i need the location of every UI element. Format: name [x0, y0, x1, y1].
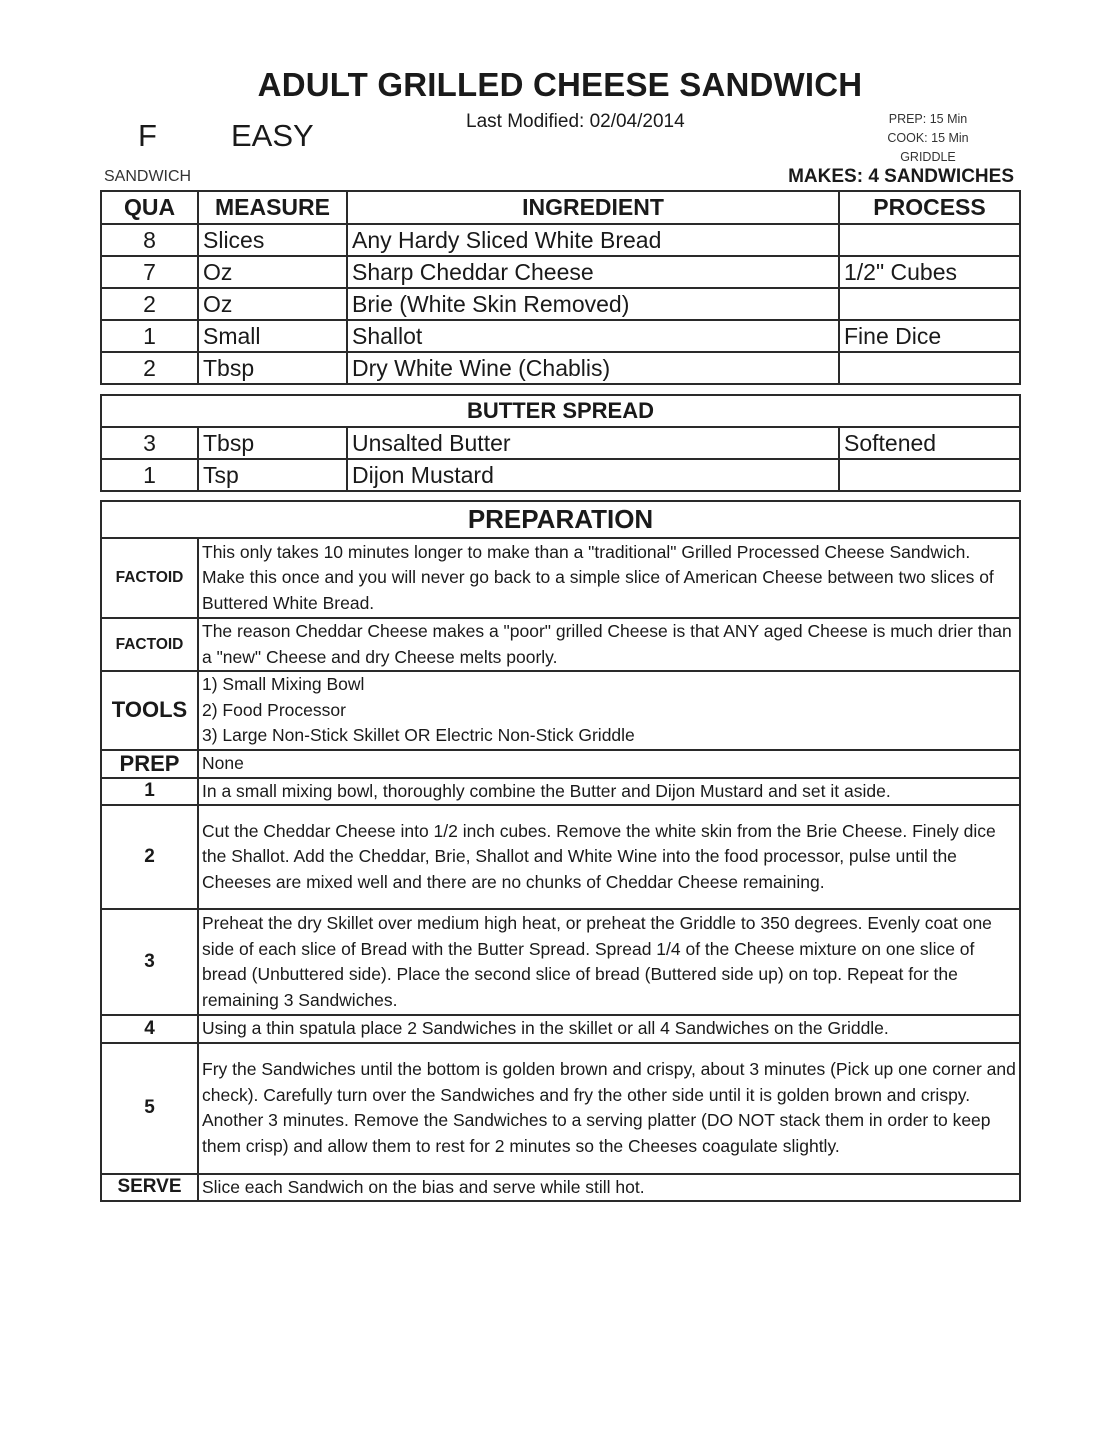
step-text: None: [198, 750, 1020, 778]
equipment: GRIDDLE: [900, 150, 956, 164]
step-label: 3: [101, 909, 198, 1015]
table-row: [101, 1015, 1020, 1043]
qty-cell: 8: [101, 224, 198, 256]
tool-line: 3) Large Non-Stick Skillet OR Electric Non-Stick Griddle: [202, 725, 635, 745]
preparation-table: [100, 500, 1021, 1202]
step-text: Slice each Sandwich on the bias and serve while still hot.: [198, 1174, 1020, 1202]
step-text: [198, 671, 1020, 750]
makes-label: MAKES: 4 SANDWICHES: [788, 166, 1014, 187]
table-row: [101, 288, 1020, 320]
table-row: [101, 750, 1020, 778]
step-label: TOOLS: [101, 671, 198, 750]
ingredient-cell: Brie (White Skin Removed): [347, 288, 839, 320]
preparation-header-row: [101, 501, 1020, 538]
measure-cell: Tbsp: [198, 352, 347, 384]
ingredients-header-row: [101, 191, 1020, 224]
table-row: [101, 352, 1020, 384]
column-header: INGREDIENT: [347, 191, 839, 224]
step-text: Using a thin spatula place 2 Sandwiches in the skillet or all 4 Sandwiches on the Griddle.: [198, 1015, 1020, 1043]
step-label: 2: [101, 805, 198, 909]
process-cell: [839, 224, 1020, 256]
process-cell: [839, 352, 1020, 384]
table-row: [101, 778, 1020, 806]
process-cell: Fine Dice: [839, 320, 1020, 352]
column-header: PROCESS: [839, 191, 1020, 224]
time-info: [868, 110, 988, 167]
process-cell: 1/2" Cubes: [839, 256, 1020, 288]
step-text: This only takes 10 minutes longer to make than a "traditional" Grilled Processed Cheese Sandwich. Make this once and you will never go back to a simple slice of American Cheese between two slices of Buttered White Bread.: [198, 538, 1020, 618]
step-label: PREP: [101, 750, 198, 778]
step-label: FACTOID: [101, 618, 198, 671]
table-row: [101, 224, 1020, 256]
cook-time: COOK: 15 Min: [887, 131, 969, 145]
step-text: Fry the Sandwiches until the bottom is golden brown and crispy, about 3 minutes (Pick up one corner and check). Carefully turn over the Sandwiches and fry the other side until it is golden brown and crispy. Another 3 minutes. Remove the Sandwiches to a serving platter (DO NOT stack them in order to keep them crisp) and allow them to rest for 2 minutes so the Cheeses coagulate slightly.: [198, 1043, 1020, 1174]
table-row: [101, 1174, 1020, 1202]
step-text: Preheat the dry Skillet over medium high heat, or preheat the Griddle to 350 degrees. Evenly coat one side of each slice of Bread with the Butter Spread. Spread 1/4 of the Cheese mixture on one slice of bread (Unbuttered side). Place the second slice of bread (Buttered side up) on top. Repeat for the remaining 3 Sandwiches.: [198, 909, 1020, 1015]
butter-spread-table: [100, 394, 1021, 492]
qty-cell: 1: [101, 459, 198, 491]
table-row: [101, 1043, 1020, 1174]
butter-spread-header-row: [101, 395, 1020, 427]
qty-cell: 3: [101, 427, 198, 459]
measure-cell: Tbsp: [198, 427, 347, 459]
qty-cell: 2: [101, 352, 198, 384]
measure-cell: Oz: [198, 288, 347, 320]
ingredients-table: [100, 190, 1021, 385]
table-row: [101, 618, 1020, 671]
category-label: SANDWICH: [104, 168, 192, 185]
ingredient-cell: Shallot: [347, 320, 839, 352]
step-label: 5: [101, 1043, 198, 1174]
table-row: [101, 256, 1020, 288]
table-row: [101, 909, 1020, 1015]
step-label: SERVE: [101, 1174, 198, 1202]
grade-label: F: [138, 118, 157, 153]
ingredient-cell: Dijon Mustard: [347, 459, 839, 491]
step-label: FACTOID: [101, 538, 198, 618]
table-row: [101, 320, 1020, 352]
tool-line: 2) Food Processor: [202, 699, 346, 720]
measure-cell: Tsp: [198, 459, 347, 491]
ingredient-cell: Unsalted Butter: [347, 427, 839, 459]
process-cell: Softened: [839, 427, 1020, 459]
section-heading: PREPARATION: [101, 501, 1020, 538]
column-header: MEASURE: [198, 191, 347, 224]
step-text: Cut the Cheddar Cheese into 1/2 inch cubes. Remove the white skin from the Brie Cheese. Finely dice the Shallot. Add the Cheddar, Brie, Shallot and White Wine into the food processor, pulse until the Cheeses are mixed well and there are no chunks of Cheddar Cheese remaining.: [198, 805, 1020, 909]
process-cell: [839, 459, 1020, 491]
last-modified: Last Modified: 02/04/2014: [466, 111, 685, 132]
recipe-title: ADULT GRILLED CHEESE SANDWICH: [257, 66, 863, 103]
prep-time: PREP: 15 Min: [888, 112, 968, 126]
qty-cell: 1: [101, 320, 198, 352]
table-row: [101, 805, 1020, 909]
step-text: In a small mixing bowl, thoroughly combine the Butter and Dijon Mustard and set it aside.: [198, 778, 1020, 806]
measure-cell: Slices: [198, 224, 347, 256]
step-label: 4: [101, 1015, 198, 1043]
process-cell: [839, 288, 1020, 320]
table-row: [101, 459, 1020, 491]
step-text: The reason Cheddar Cheese makes a "poor" grilled Cheese is that ANY aged Cheese is much drier than a "new" Cheese and dry Cheese melts poorly.: [198, 618, 1020, 671]
ingredient-cell: Sharp Cheddar Cheese: [347, 256, 839, 288]
tool-line: 1) Small Mixing Bowl: [202, 674, 365, 694]
ingredient-cell: Any Hardy Sliced White Bread: [347, 224, 839, 256]
measure-cell: Oz: [198, 256, 347, 288]
section-heading: BUTTER SPREAD: [101, 395, 1020, 427]
ingredient-cell: Dry White Wine (Chablis): [347, 352, 839, 384]
difficulty-label: EASY: [231, 118, 314, 153]
step-label: 1: [101, 778, 198, 806]
measure-cell: Small: [198, 320, 347, 352]
table-row: [101, 671, 1020, 750]
qty-cell: 7: [101, 256, 198, 288]
column-header: QUA: [101, 191, 198, 224]
table-row: [101, 427, 1020, 459]
qty-cell: 2: [101, 288, 198, 320]
table-row: [101, 538, 1020, 618]
